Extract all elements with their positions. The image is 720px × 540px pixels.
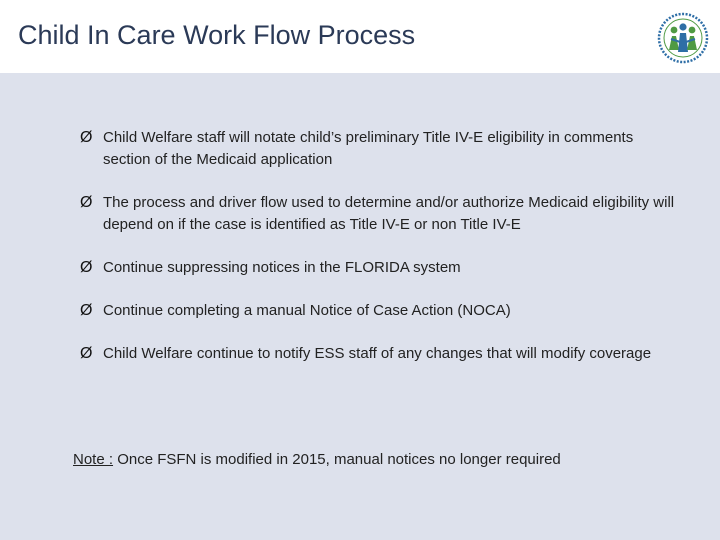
list-item bbox=[80, 192, 680, 236]
bullet-text: The process and driver flow used to determine and/or authorize Medicaid eligibility will depend on if the case is identified as Title IV-E or non Title IV-E bbox=[103, 194, 675, 233]
arrow-bullet-icon: Ø bbox=[80, 129, 93, 146]
bullet-text: Child Welfare continue to notify ESS staff of any changes that will modify coverage bbox=[103, 345, 652, 362]
list-item bbox=[80, 343, 680, 365]
arrow-bullet-icon: Ø bbox=[80, 194, 93, 211]
bullet-text: Child Welfare staff will notate child’s preliminary Title IV-E eligibility in comments section of the Medicaid application bbox=[103, 129, 634, 168]
note bbox=[73, 451, 561, 468]
note-text: Once FSFN is modified in 2015, manual notices no longer required bbox=[113, 451, 561, 468]
slide-content bbox=[0, 73, 720, 540]
bullet-list bbox=[80, 127, 680, 386]
list-item bbox=[80, 300, 680, 322]
list-item bbox=[80, 257, 680, 279]
arrow-bullet-icon: Ø bbox=[80, 302, 93, 319]
arrow-bullet-icon: Ø bbox=[80, 345, 93, 362]
list-item bbox=[80, 127, 680, 171]
bullet-text: Continue suppressing notices in the FLORIDA system bbox=[103, 259, 461, 276]
arrow-bullet-icon: Ø bbox=[80, 259, 93, 276]
note-label: Note : bbox=[73, 451, 114, 468]
florida-dcf-family-seal-icon bbox=[657, 12, 709, 64]
slide-header bbox=[0, 0, 720, 73]
bullet-text: Continue completing a manual Notice of Case Action (NOCA) bbox=[103, 302, 511, 319]
page-title: Child In Care Work Flow Process bbox=[18, 20, 416, 50]
